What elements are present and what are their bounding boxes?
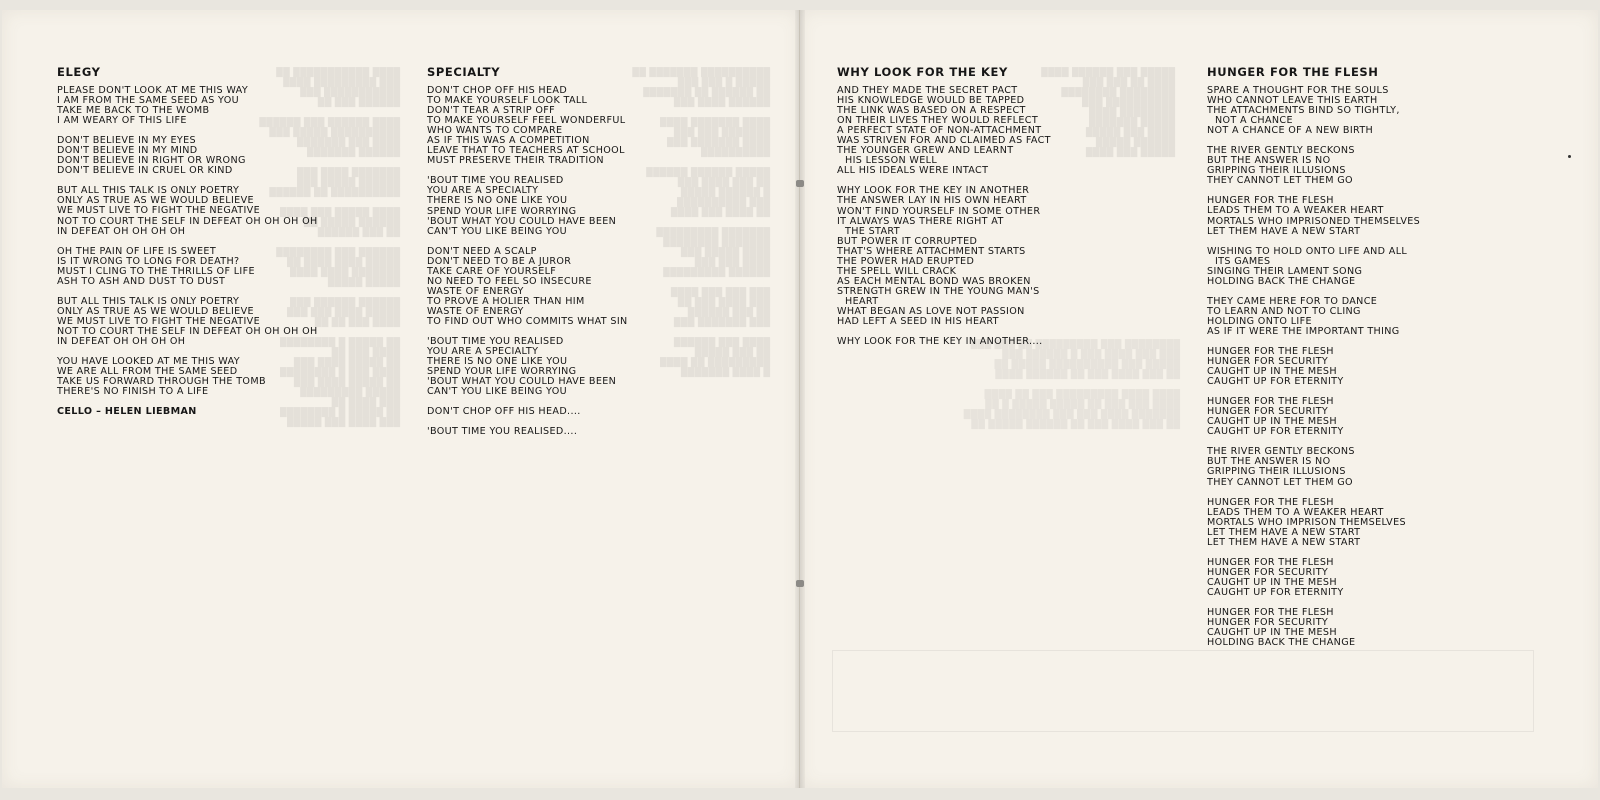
song-credit: CELLO – HELEN LIEBMAN	[57, 406, 197, 418]
lyric-line: OH THE PAIN OF LIFE IS SWEET	[57, 245, 217, 257]
lyric-line: A PERFECT STATE OF NON-ATTACHMENT	[837, 125, 1042, 137]
lyric-line: ALL HIS IDEALS WERE INTACT	[837, 165, 989, 177]
lyric-line: THE RIVER GENTLY BECKONS	[1207, 446, 1355, 458]
lyric-line: AND THEY MADE THE SECRET PACT	[837, 85, 1018, 96]
lyric-line: DON'T NEED TO BE A JUROR	[427, 255, 572, 267]
lyric-line: ITS GAMES	[1215, 255, 1271, 267]
lyric-line: TAKE US FORWARD THROUGH THE TOMB	[57, 376, 266, 388]
lyric-line: BUT THE ANSWER IS NO	[1207, 155, 1331, 167]
lyric-line: TO MAKE YOURSELF LOOK TALL	[427, 95, 588, 107]
lyric-line: WE MUST LIVE TO FIGHT THE NEGATIVE	[57, 315, 261, 327]
lyric-line: HIS LESSON WELL	[845, 155, 938, 167]
lyric-line: MUST PRESERVE THEIR TRADITION	[427, 155, 604, 167]
stanza	[1207, 558, 1420, 598]
lyric-line: HUNGER FOR THE FLESH	[1207, 606, 1334, 618]
lyric-line: THAT'S WHERE ATTACHMENT STARTS	[837, 245, 1026, 257]
lyric-line: WHO CANNOT LEAVE THIS EARTH	[1207, 95, 1378, 107]
lyric-line: THE SPELL WILL CRACK	[837, 265, 957, 277]
lyric-line: ASH TO ASH AND DUST TO DUST	[57, 275, 226, 287]
lyric-line: CAUGHT UP FOR ETERNITY	[1207, 586, 1344, 598]
lyric-line: TAKE CARE OF YOURSELF	[427, 265, 557, 277]
lyric-line: DON'T CHOP OFF HIS HEAD	[427, 85, 568, 96]
stanza	[1207, 498, 1420, 548]
lyric-line: HIS KNOWLEDGE WOULD BE TAPPED	[837, 95, 1025, 107]
lyric-line: HUNGER FOR SECURITY	[1207, 356, 1329, 368]
lyric-line: WAS STRIVEN FOR AND CLAIMED AS FACT	[837, 135, 1051, 147]
lyric-line: HUNGER FOR THE FLESH	[1207, 556, 1334, 568]
stanza	[837, 86, 1051, 176]
stanza	[57, 86, 318, 126]
lyric-line: IN DEFEAT OH OH OH OH	[57, 335, 186, 347]
stanza	[427, 337, 628, 397]
stanza	[837, 186, 1051, 327]
lyric-line: THE ANSWER LAY IN HIS OWN HEART	[837, 195, 1027, 207]
lyrics-column-elegy	[57, 66, 318, 417]
stanza	[1207, 608, 1420, 648]
stanza	[1207, 86, 1420, 136]
lyric-line: CAUGHT UP IN THE MESH	[1207, 627, 1337, 639]
lyric-line: LEADS THEM TO A WEAKER HEART	[1207, 506, 1384, 518]
lyric-line: STRENGTH GREW IN THE YOUNG MAN'S	[837, 285, 1040, 297]
lyric-line: DON'T BELIEVE IN RIGHT OR WRONG	[57, 155, 246, 167]
lyric-line: THE ATTACHMENTS BIND SO TIGHTLY,	[1207, 105, 1400, 117]
booklet-spine	[795, 10, 805, 788]
lyric-line: WE ARE ALL FROM THE SAME SEED	[57, 366, 238, 378]
lyric-line: TO LEARN AND NOT TO CLING	[1207, 305, 1361, 317]
lyric-line: WISHING TO HOLD ONTO LIFE AND ALL	[1207, 245, 1408, 257]
lyric-line: AS EACH MENTAL BOND WAS BROKEN	[837, 275, 1031, 287]
lyric-line: SPEND YOUR LIFE WORRYING	[427, 366, 577, 378]
lyric-line: WE MUST LIVE TO FIGHT THE NEGATIVE	[57, 205, 261, 217]
lyric-line: YOU HAVE LOOKED AT ME THIS WAY	[57, 356, 240, 368]
song-title: SPECIALTY	[427, 65, 501, 79]
lyric-line: SPARE A THOUGHT FOR THE SOULS	[1207, 85, 1389, 96]
lyric-line: PLEASE DON'T LOOK AT ME THIS WAY	[57, 85, 249, 96]
lyric-line: HUNGER FOR THE FLESH	[1207, 195, 1334, 207]
lyric-line: CAUGHT UP IN THE MESH	[1207, 416, 1337, 428]
stanza	[1207, 347, 1420, 387]
lyric-line: NOT A CHANCE OF A NEW BIRTH	[1207, 125, 1374, 137]
lyric-line: BUT THE ANSWER IS NO	[1207, 456, 1331, 468]
song-title: WHY LOOK FOR THE KEY	[837, 65, 1008, 79]
stanza	[57, 136, 318, 176]
lyrics-column-why-look-for-the-key	[837, 66, 1051, 357]
lyric-line: WASTE OF ENERGY	[427, 285, 524, 297]
lyric-line: TO PROVE A HOLIER THAN HIM	[427, 295, 585, 307]
stanza	[57, 186, 318, 236]
lyric-line: 'BOUT WHAT YOU COULD HAVE BEEN	[427, 376, 617, 388]
lyric-line: YOU ARE A SPECIALTY	[427, 185, 539, 197]
lyric-line: THERE IS NO ONE LIKE YOU	[427, 195, 568, 207]
stanza	[427, 407, 628, 417]
stanza	[57, 297, 318, 347]
lyrics-column-specialty	[427, 66, 628, 447]
lyric-line: ON THEIR LIVES THEY WOULD REFLECT	[837, 115, 1039, 127]
lyric-line: THERE'S NO FINISH TO A LIFE	[57, 386, 209, 398]
stanza	[427, 86, 628, 166]
stanza	[837, 337, 1051, 347]
lyric-line: HUNGER FOR SECURITY	[1207, 566, 1329, 578]
lyric-line: HOLDING BACK THE CHANGE	[1207, 637, 1356, 649]
lyric-line: HOLDING BACK THE CHANGE	[1207, 275, 1356, 287]
stanza	[427, 176, 628, 236]
lyric-line: HUNGER FOR THE FLESH	[1207, 396, 1334, 408]
lyric-line: THERE IS NO ONE LIKE YOU	[427, 356, 568, 368]
stanza	[57, 357, 318, 397]
lyric-line: LET THEM HAVE A NEW START	[1207, 536, 1361, 548]
lyric-line: LET THEM HAVE A NEW START	[1207, 526, 1361, 538]
lyric-line: LET THEM HAVE A NEW START	[1207, 225, 1361, 237]
lyric-line: WON'T FIND YOURSELF IN SOME OTHER	[837, 205, 1041, 217]
lyric-line: CAUGHT UP IN THE MESH	[1207, 576, 1337, 588]
lyric-line: AS IF THIS WAS A COMPETITION	[427, 135, 590, 147]
stanza	[1207, 146, 1420, 186]
lyric-line: THE START	[845, 225, 900, 237]
stanza	[427, 247, 628, 327]
lyric-line: SPEND YOUR LIFE WORRYING	[427, 205, 577, 217]
lyric-line: 'BOUT TIME YOU REALISED	[427, 336, 564, 348]
lyric-line: 'BOUT TIME YOU REALISED	[427, 175, 564, 187]
lyric-line: CAUGHT UP FOR ETERNITY	[1207, 376, 1344, 388]
lyric-line: TO MAKE YOURSELF FEEL WONDERFUL	[427, 115, 626, 127]
lyric-line: THEY CAME HERE FOR TO DANCE	[1207, 295, 1378, 307]
lyric-line: 'BOUT TIME YOU REALISED....	[427, 426, 578, 438]
lyrics-column-hunger-for-the-flesh	[1207, 66, 1420, 658]
stanza	[1207, 297, 1420, 337]
show-through-ghost: ████████ ███ █████████ ██ ███ ███ ███ ███ ████ ███ █ ██████ ███ █████ ███ ██████████ █████ ██ ██ ███ ████ ███ ██ ██████ ████ ████ ████ █████████ ███ ██ ████ ████ ███ ███ ██ █████ █████ █ ██ ███████ ████ ███ ███ ████████ ████ ██ ███ ████ ███ ██ ██████ █████ ██	[963, 340, 1180, 430]
show-through-ghost: █████ ███ ██████ ████ ████ ██ ███ ███ ████████ ████████ ██████████ ███ ████████ ████ █████ ███████ ████ ███ █████ ██████ █████ █████ ███ ████	[1040, 68, 1175, 158]
lyric-line: MUST I CLING TO THE THRILLS OF LIFE	[57, 265, 255, 277]
lyric-line: WASTE OF ENERGY	[427, 305, 524, 317]
lyric-line: CAN'T YOU LIKE BEING YOU	[427, 225, 567, 237]
song-title: HUNGER FOR THE FLESH	[1207, 65, 1379, 79]
stanza	[1207, 447, 1420, 487]
lyric-line: BUT POWER IT CORRUPTED	[837, 235, 978, 247]
lyric-line: WHY LOOK FOR THE KEY IN ANOTHER	[837, 185, 1030, 197]
lyric-line: THE RIVER GENTLY BECKONS	[1207, 145, 1355, 157]
lyric-line: HUNGER FOR THE FLESH	[1207, 345, 1334, 357]
lyric-line: GRIPPING THEIR ILLUSIONS	[1207, 165, 1346, 177]
lyric-line: DON'T BELIEVE IN CRUEL OR KIND	[57, 165, 233, 177]
lyric-line: THE POWER HAD ERUPTED	[837, 255, 975, 267]
lyric-line: HEART	[845, 295, 879, 307]
lyric-line: SINGING THEIR LAMENT SONG	[1207, 265, 1363, 277]
stanza	[1207, 196, 1420, 236]
lyric-line: LEAVE THAT TO TEACHERS AT SCHOOL	[427, 145, 625, 157]
lyric-line: WHO WANTS TO COMPARE	[427, 125, 563, 137]
lyric-line: NOT A CHANCE	[1215, 115, 1293, 127]
lyric-line: BUT ALL THIS TALK IS ONLY POETRY	[57, 185, 240, 197]
stanza	[57, 247, 318, 287]
lyric-line: WHY LOOK FOR THE KEY IN ANOTHER....	[837, 336, 1043, 348]
lyric-line: LEADS THEM TO A WEAKER HEART	[1207, 205, 1384, 217]
lyric-line: DON'T CHOP OFF HIS HEAD....	[427, 406, 581, 418]
lyric-line: THEY CANNOT LET THEM GO	[1207, 175, 1353, 187]
show-through-ghost: ██████████ ███████ ██ █████ █ ███ ███ ██ ██████ ██ ███████ ██████ ████ ███ ████ ███████ ████ ███████ ███ ███ ████ ███████ ███ ██████████ █████ ██████ ██████ ██ ███ ████ ███ █ ██████ █████ ███ ██████████ ██ ████ ███ ████ ███████ █████████ ███████ ████████ ████ █████ ███ ████ ███ ███ ██████ █████████ ███ ███ ███ ████ ███ ████ ███ ██ ██ ███ ██████ ███ ███████ ███ ████ ███ ██████ ██ ███ █████ █████████ ██ ████ █ ████ ███████	[631, 68, 770, 378]
lyric-line: DON'T NEED A SCALP	[427, 245, 537, 257]
lyric-line: I AM WEARY OF THIS LIFE	[57, 115, 187, 127]
stanza	[1207, 397, 1420, 437]
staple-top	[796, 180, 804, 187]
lyric-line: DON'T BELIEVE IN MY MIND	[57, 145, 198, 157]
lyric-line: CAN'T YOU LIKE BEING YOU	[427, 386, 567, 398]
lyric-line: MORTALS WHO IMPRISON THEMSELVES	[1207, 516, 1406, 528]
lyric-line: HOLDING ONTO LIFE	[1207, 315, 1312, 327]
lyric-line: HUNGER FOR SECURITY	[1207, 617, 1329, 629]
lyric-line: HUNGER FOR SECURITY	[1207, 406, 1329, 418]
lyric-line: DON'T TEAR A STRIP OFF	[427, 105, 556, 117]
show-through-ghost: ████ ███████████ ██ ███ █████████ ████ ███████████ ███ ██████ ███ ██ ████ ██████ ███ ██████ ██████████ █████ ███ ████ ███ ███████ ██████ ███████ ███████ ████ ███ ██████ █████ ███ ██████████ ██ ██████ ████ █████ ███ ████ ██████ █████ ██ ██ ███ ██████ ██████ ███ ████████ █████ ████ ████ ██ ███████ ████ ████ █████ █████ ██████ ██████ ███ █████ ████ ███ ███ ████ ███ ██ ██ ██ █████ █ ████████ ████ ███ ██ ██ █████ ████ ███ ████ ███ █ ████████ ██ █████ ████ ███ █████ █████████ ███ ████ ██ ██ █████ █ ████████ ███ ████ ███ █████	[258, 68, 400, 428]
lyric-line: I AM FROM THE SAME SEED AS YOU	[57, 95, 239, 107]
lyric-line: HAD LEFT A SEED IN HIS HEART	[837, 316, 999, 328]
lyric-line: TAKE ME BACK TO THE WOMB	[57, 105, 210, 117]
lyric-line: DON'T BELIEVE IN MY EYES	[57, 135, 196, 147]
lyric-line: ONLY AS TRUE AS WE WOULD BELIEVE	[57, 305, 254, 317]
lyric-line: NOT TO COURT THE SELF IN DEFEAT OH OH OH OH	[57, 215, 318, 227]
stanza	[427, 427, 628, 437]
lyric-line: MORTALS WHO IMPRISONED THEMSELVES	[1207, 215, 1421, 227]
lyric-line: TO FIND OUT WHO COMMITS WHAT SIN	[427, 315, 628, 327]
staple-bottom	[796, 580, 804, 587]
stanza	[1207, 247, 1420, 287]
lyric-line: CAUGHT UP IN THE MESH	[1207, 366, 1337, 378]
lyric-line: YOU ARE A SPECIALTY	[427, 346, 539, 358]
lyric-line: THE LINK WAS BASED ON A RESPECT	[837, 105, 1026, 117]
lyric-line: GRIPPING THEIR ILLUSIONS	[1207, 466, 1346, 478]
lyric-line: THE YOUNGER GREW AND LEARNT	[837, 145, 1014, 157]
show-through-copyright-box	[832, 650, 1534, 732]
lyric-line: IS IT WRONG TO LONG FOR DEATH?	[57, 255, 240, 267]
page-speck	[1568, 155, 1571, 158]
lyric-line: WHAT BEGAN AS LOVE NOT PASSION	[837, 305, 1025, 317]
lyric-line: 'BOUT WHAT YOU COULD HAVE BEEN	[427, 215, 617, 227]
song-title: ELEGY	[57, 65, 101, 79]
lyric-line: CAUGHT UP FOR ETERNITY	[1207, 426, 1344, 438]
lyric-line: THEY CANNOT LET THEM GO	[1207, 476, 1353, 488]
lyric-line: BUT ALL THIS TALK IS ONLY POETRY	[57, 295, 240, 307]
lyric-line: ONLY AS TRUE AS WE WOULD BELIEVE	[57, 195, 254, 207]
lyric-line: NO NEED TO FEEL SO INSECURE	[427, 275, 592, 287]
lyric-line: IN DEFEAT OH OH OH OH	[57, 225, 186, 237]
lyric-line: HUNGER FOR THE FLESH	[1207, 496, 1334, 508]
lyric-line: NOT TO COURT THE SELF IN DEFEAT OH OH OH OH	[57, 325, 318, 337]
lyric-line: AS IF IT WERE THE IMPORTANT THING	[1207, 325, 1400, 337]
lyric-line: IT ALWAYS WAS THERE RIGHT AT	[837, 215, 1004, 227]
